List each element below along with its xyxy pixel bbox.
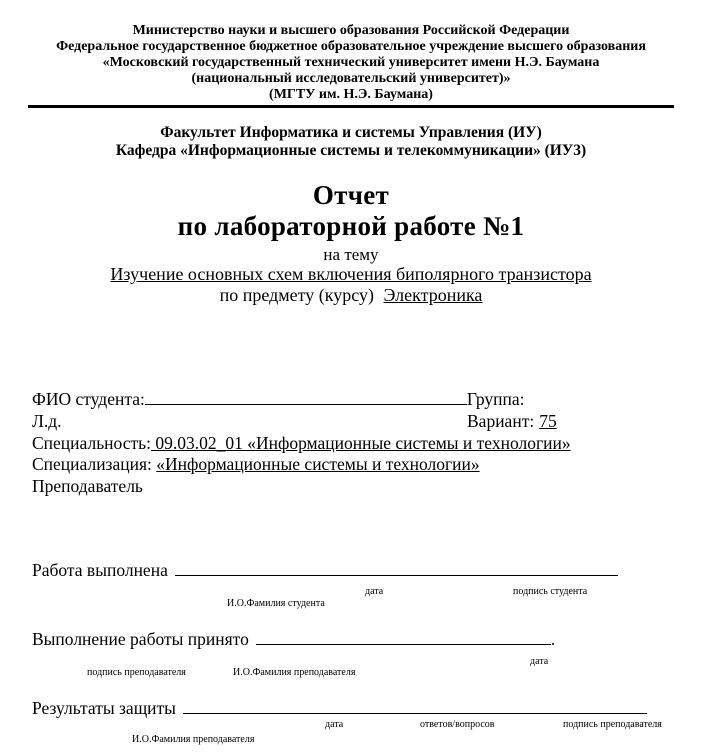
course-name: Электроника — [383, 285, 483, 305]
specialization-value: «Информационные системы и технологии» — [156, 454, 480, 475]
faculty-block — [0, 124, 702, 159]
defense-results-label: Результаты защиты — [32, 698, 176, 718]
work-done-label: Работа выполнена — [32, 560, 168, 580]
work-done-block — [32, 560, 670, 609]
student-signature-caption: подпись студента — [513, 586, 588, 597]
answers-questions-caption: ответов/вопросов — [420, 719, 495, 730]
ministry-header — [0, 23, 702, 103]
work-accepted-label: Выполнение работы принято — [32, 629, 249, 649]
specialty-value: 09.03.02_01 «Информационные системы и технологии» — [150, 432, 571, 453]
date-caption: дата — [530, 656, 549, 667]
work-accepted-block — [32, 629, 670, 678]
variant-field — [467, 411, 557, 433]
header-line-ministry: Министерство науки и высшего образования Российской Федерации — [132, 23, 570, 38]
student-info-block — [32, 389, 672, 498]
variant-label: Вариант: — [467, 410, 535, 431]
faculty-line: Факультет Информатика и системы Управления (ИУ) — [160, 124, 542, 141]
report-title-line1: Отчет — [312, 180, 390, 210]
header-line-institution: Федеральное государственное бюджетное образовательное учреждение высшего образования — [56, 39, 646, 54]
teacher-name-caption: И.О.Фамилия преподавателя — [233, 667, 356, 678]
report-title-line2: по лабораторной работе №1 — [177, 211, 525, 241]
date-caption: дата — [365, 586, 384, 597]
group-label: Группа: — [466, 389, 525, 409]
specialization-label: Специализация: — [32, 454, 152, 475]
topic-line — [0, 264, 702, 284]
work-done-blank-line — [175, 575, 618, 576]
student-name-caption: И.О.Фамилия студента — [227, 598, 325, 609]
work-accepted-blank-line — [256, 644, 551, 645]
teacher-signature-caption: подпись преподавателя — [87, 667, 186, 678]
work-accepted-period: . — [550, 629, 556, 649]
defense-results-line — [32, 698, 670, 719]
header-divider-line — [28, 105, 674, 108]
header-line-abbrev: (МГТУ им. Н.Э. Баумана) — [269, 87, 433, 102]
report-title — [0, 180, 702, 242]
header-line-national-research: (национальный исследовательский университет)» — [191, 71, 511, 86]
specialty-row — [32, 433, 672, 455]
teacher-label: Преподаватель — [32, 476, 143, 497]
department-line: Кафедра «Информационные системы и телекоммуникации» (ИУ3) — [115, 141, 587, 159]
topic-title: Изучение основных схем включения биполярного транзистора — [110, 264, 592, 284]
course-prefix: по предмету (курсу) — [219, 285, 374, 305]
variant-value: 75 — [539, 410, 557, 431]
course-line — [0, 285, 702, 305]
teacher-signature-caption: подпись преподавателя — [563, 719, 662, 730]
teacher-row — [32, 476, 672, 498]
fio-label: ФИО студента: — [32, 389, 145, 409]
defense-results-blank-line — [183, 713, 647, 714]
specialization-row — [32, 454, 672, 476]
date-caption: дата — [325, 719, 344, 730]
defense-results-block — [32, 698, 670, 745]
work-accepted-line — [32, 629, 670, 650]
header-line-university: «Московский государственный технический университет имени Н.Э. Баумана — [102, 55, 600, 70]
on-topic-label: на тему — [323, 245, 379, 264]
fio-blank-line — [145, 403, 467, 405]
ld-label: Л.д. — [32, 410, 62, 431]
ld-variant-row — [32, 411, 672, 433]
work-done-line — [32, 560, 670, 581]
specialty-label: Специальность: — [32, 432, 151, 453]
fio-row — [32, 389, 672, 411]
teacher-name-caption: И.О.Фамилия преподавателя — [132, 734, 255, 745]
